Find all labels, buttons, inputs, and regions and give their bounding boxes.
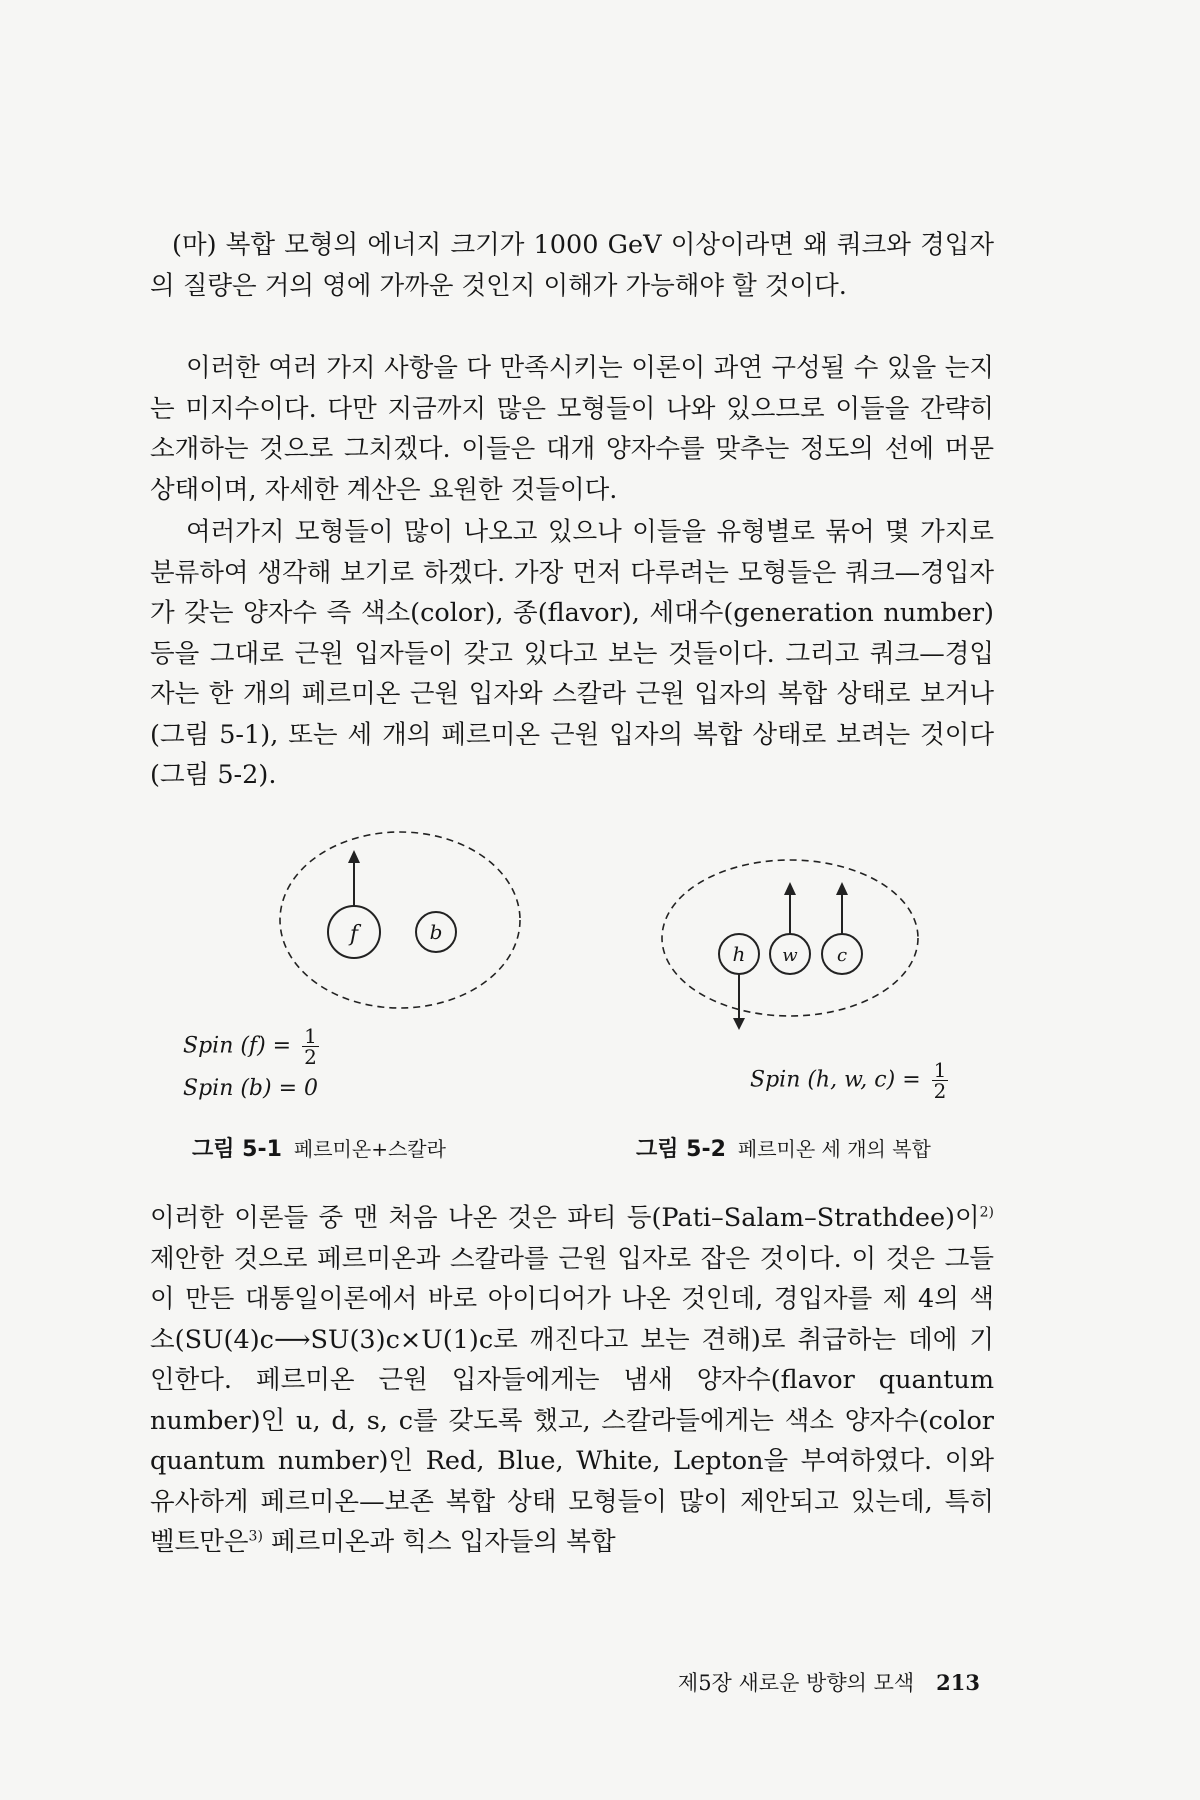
footnote-ref-2[interactable]: 2) <box>979 1204 994 1221</box>
spin-up-arrow-head-w <box>784 882 796 895</box>
paragraph-intro-models: 이러한 여러 가지 사항을 다 만족시키는 이론이 과연 구성될 수 있을 는지는 미지수이다. 다만 지금까지 많은 모형들이 나와 있으므로 이들을 간략히 소개하는 것으로 그치겠다. 이들은 대개 양자수를 맞추는 정도의 선에 머문 상태이며, 자세한 계산은 요원한 것들이다. <box>150 353 994 505</box>
spin-b-equation: Spin (b) = 0 <box>183 1076 319 1101</box>
paragraph-text-c: 페르미온과 힉스 입자들의 복합 <box>262 1527 616 1557</box>
figure-5-2-caption <box>636 1132 931 1163</box>
spin-hwc-label: Spin (h, w, c) = <box>750 1067 921 1093</box>
composite-boundary-ellipse <box>280 832 520 1008</box>
paragraph-pati-salam <box>150 1198 994 1563</box>
fraction-numerator: 1 <box>933 1058 947 1082</box>
spin-f-label: Spin (f) = <box>183 1033 292 1059</box>
fraction-numerator: 1 <box>304 1024 317 1048</box>
paragraph-criteria-e: (마) 복합 모형의 에너지 크기가 1000 GeV 이상이라면 왜 쿼크와 경입자의 질량은 거의 영에 가까운 것인지 이해가 가능해야 할 것이다. <box>150 230 994 301</box>
spin-arrow-head <box>348 850 360 863</box>
spin-f-equation <box>183 1026 319 1067</box>
fraction-one-half <box>932 1060 949 1101</box>
particle-label-f: f <box>349 922 359 947</box>
particle-label-h: h <box>732 942 746 966</box>
particle-label-c: c <box>836 945 848 966</box>
page-number: 213 <box>936 1670 980 1695</box>
fraction-denominator: 2 <box>933 1079 947 1103</box>
particle-label-w: w <box>782 945 798 966</box>
footnote-ref-3[interactable]: 3) <box>248 1528 263 1545</box>
paragraph-text-b: 제안한 것으로 페르미온과 스칼라를 근원 입자로 잡은 것이다. 이 것은 그들이 만든 대통일이론에서 바로 아이디어가 나온 것인데, 경입자를 제 4의 색소(SU(4)c⟶SU(3)c×U(1)c로 깨진다고 보는 견해)로 취급하는 데에 기인한다. 페르미온 근원 입자들에게는 냄새 양자수(flavor quantum number)인 u, d, s, c를 갖도록 했고, 스칼라들에게는 색소 양자수(color quantum number)인 Red, Blue, White, Lepton을 부여하였다. 이와 유사하게 페르미온—보존 복합 상태 모형들이 많이 제안되고 있는데, 특히 벨트만은 <box>150 1243 994 1557</box>
paragraph-text-a: 이러한 이론들 중 맨 처음 나온 것은 파티 등(Pati–Salam–Strathdee)이 <box>150 1203 980 1233</box>
particle-label-b: b <box>429 920 443 944</box>
composite-model-diagrams <box>0 820 1200 1160</box>
figures-5-1-5-2 <box>0 820 1200 1160</box>
caption-text: 페르미온+스칼라 <box>293 1137 446 1161</box>
figure-5-1-diagram <box>280 832 520 1008</box>
spin-up-arrow-head-c <box>836 882 848 895</box>
caption-number: 그림 5-2 <box>636 1137 726 1162</box>
figure-5-2-diagram <box>662 860 918 1030</box>
paragraph-model-classification: 여러가지 모형들이 많이 나오고 있으나 이들을 유형별로 묶어 몇 가지로 분류하여 생각해 보기로 하겠다. 가장 먼저 다루려는 모형들은 쿼크—경입자가 갖는 양자수 즉 색소(color), 종(flavor), 세대수(generation number)등을 그대로 근원 입자들이 갖고 있다고 보는 것들이다. 그리고 쿼크—경입자는 한 개의 페르미온 근원 입자와 스칼라 근원 입자의 복합 상태로 보거나(그림 5-1), 또는 세 개의 페르미온 근원 입자의 복합 상태로 보려는 것이다(그림 5-2). <box>150 517 994 790</box>
caption-text: 페르미온 세 개의 복합 <box>737 1137 931 1161</box>
caption-number: 그림 5-1 <box>192 1137 282 1162</box>
running-footer <box>678 1667 980 1697</box>
figure-5-1-caption <box>192 1132 446 1163</box>
fraction-one-half <box>302 1026 319 1067</box>
chapter-title: 제5장 새로운 방향의 모색 <box>677 1671 915 1695</box>
spin-down-arrow-head <box>733 1018 745 1030</box>
fraction-denominator: 2 <box>304 1045 317 1069</box>
spin-hwc-equation <box>750 1060 948 1101</box>
